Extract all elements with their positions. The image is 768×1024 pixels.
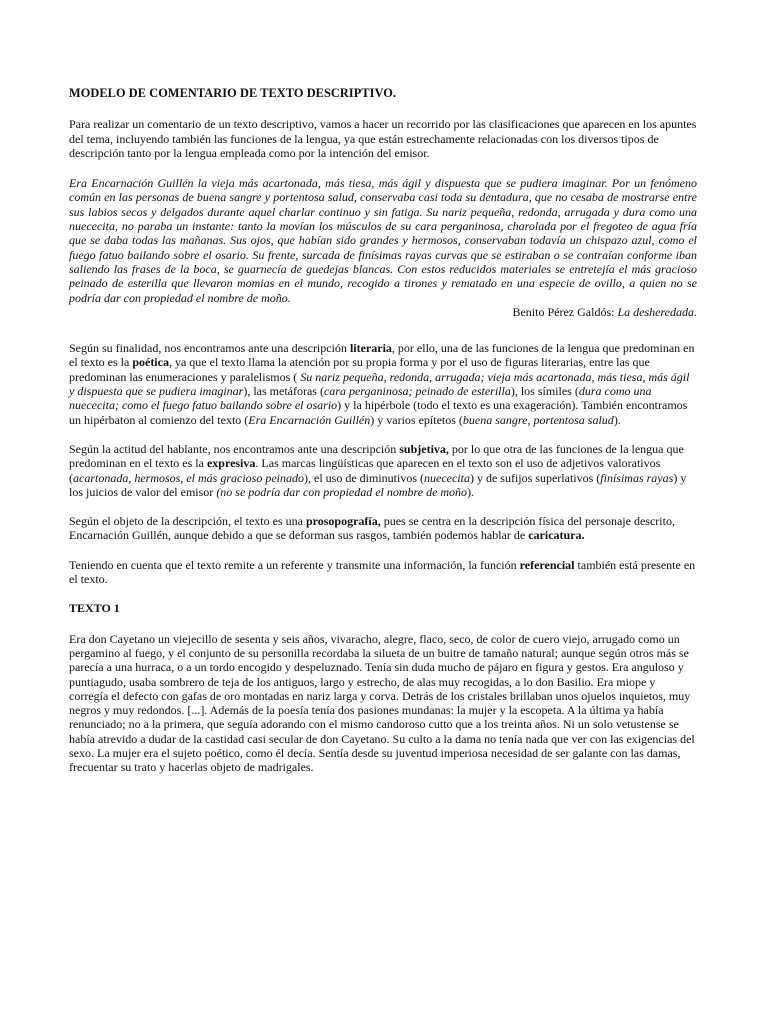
italic-example: acartonada, hermosos, el más gracioso peinado — [73, 470, 304, 485]
text-run: Según su finalidad, nos encontramos ante una descripción — [69, 341, 350, 356]
text-run: , ya que el texto llama la atención por su propia forma y por el uso de figuras literarias, entre las que predominan las enumeraciones y paralelismos ( — [69, 355, 650, 384]
bold-term: expresiva — [206, 456, 256, 471]
text-run: por lo que otra de las funciones de la lengua que predominan en el texto es la — [69, 441, 684, 471]
text-run: ), el uso de diminutivos ( — [304, 470, 424, 485]
text-run: ), los símiles ( — [510, 384, 579, 399]
text-run: ). — [467, 484, 475, 499]
text-run: ), las metáforas ( — [243, 384, 324, 399]
bold-term: caricatura. — [528, 528, 585, 543]
bold-term: literaria — [349, 341, 392, 356]
text-run: ) y la hipérbole (todo el texto es una exageración). También encontramos un hipérbaton al comienzo del texto ( — [69, 398, 688, 427]
italic-example: (no se podría dar con propiedad el nombre de moño — [216, 484, 468, 499]
text-run: ). — [613, 412, 621, 427]
text-run: ) y varios epítetos ( — [370, 412, 463, 427]
paragraph-actitud — [69, 442, 697, 499]
paragraph-finalidad — [69, 341, 697, 427]
italic-example: finísimas rayas — [600, 470, 674, 485]
texto1-paragraph: Era don Cayetano un viejecillo de sesenta y seis años, vivaracho, alegre, flaco, seco, de color de cuero viejo, arrugado como un pergamino al fuego, y el conjunto de su personilla recordaba la silueta de un buitre de tamaño natural; aunque según otros más se parecía a una hurraca, o a un tordo encogido y despeluznado. Tenía sin duda mucho de pájaro en figura y gestos. Era anguloso y puntiagudo, usaba sombrero de teja de los antiguos, largo y estrecho, de alas muy recogidas, a lo don Basilio. Era miope y corregía el defecto con gafas de oro montadas en nariz larga y corva. Detrás de los cristales brillaban unos ojuelos inquietos, muy negros y muy redondos. [...]. Además de la poesía tenía dos pasiones mundanas: la mujer y la escopeta. A la última ya había renunciado; no a la primera, que seguía adorando con el mismo candoroso cutto que a los treinta años. Ni un solo vetustense se había atrevido a dudar de la castidad casi secular de don Cayetano. Su culto a la dama no tenía nada que ver con las exigencias del sexo. La mujer era el sujeto poético, como él decía. Sentía desde su juventud imperiosa necesidad de ser galante con las damas, frecuentar su trato y hacerlas objeto de madrigales. — [69, 631, 695, 775]
bold-term: subjetiva, — [399, 441, 449, 456]
work-title: La desheredada. — [617, 304, 697, 319]
italic-example: cara perganinosa; peinado de esterilla — [323, 384, 511, 399]
author-name: Benito Pérez Galdós: — [512, 304, 618, 319]
italic-example: buena sangre, portentosa salud — [462, 412, 614, 427]
bold-term: prosopografía, — [305, 514, 381, 529]
italic-example: nuececita — [424, 470, 470, 485]
intro-paragraph: Para realizar un comentario de un texto descriptivo, vamos a hacer un recorrido por las clasificaciones que aparecen en los apuntes del tema, incluyendo también las funciones de la lengua, ya que están estrechamente relacionadas con los diversos tipos de descripción tanto por la lengua empleada como por la intención del emisor. — [69, 117, 697, 160]
text-run: Según el objeto de la descripción, el texto es una — [69, 514, 306, 529]
quote-attribution — [69, 305, 697, 319]
italic-example: Su nariz pequeña, redonda, arrugada; vieja más acartonada, más tiesa, más ágil y dispuesta que se pudiera imaginar — [69, 369, 690, 399]
text-run: ) y los juicios de valor del emisor — [69, 470, 687, 499]
text-run: también está presente en el texto. — [69, 557, 696, 587]
text-run: . Las marcas lingüísticas que aparecen en el texto son el uso de adjetivos valorativos ( — [69, 456, 661, 485]
texto1-heading: TEXTO 1 — [69, 601, 120, 616]
document-title: MODELO DE COMENTARIO DE TEXTO DESCRIPTIVO. — [69, 86, 397, 100]
text-run: ) y de sufijos superlativos ( — [469, 470, 601, 485]
text-run: , por ello, una de las funciones de la lengua que predominan en el texto es la — [69, 341, 695, 370]
paragraph-objeto — [69, 514, 697, 543]
bold-term: poética — [132, 355, 169, 370]
document-page — [69, 86, 697, 775]
text-run: Según la actitud del hablante, nos encontramos ante una descripción — [69, 441, 400, 456]
bold-term: referencial — [519, 557, 575, 572]
text-run: pues se centra en la descripción física del personaje descrito, Encarnación Guillén, aunque debido a que se deforman sus rasgos, también podemos hablar de — [69, 514, 675, 543]
italic-example: Era Encarnación Guillén — [248, 412, 371, 427]
italic-example: dura como una nuececita; como el fuego fatuo bailando sobre el osario — [69, 384, 652, 413]
text-run: Teniendo en cuenta que el texto remite a un referente y transmite una información, la función — [69, 557, 520, 572]
quoted-text: Era Encarnación Guillén la vieja más acartonada, más tiesa, más ágil y dispuesta que se pudiera imaginar. Por un fenómeno común en las personas de buena sangre y portentosa salud, conservaba casi toda su dentadura, que no cesaba de mostrarse entre sus labios secos y delgados durante aquel charlar continuo y sin fatiga. Su nariz pequeña, redonda, arrugada y dura como una nuececita, no paraba un instante: tanto la movían los músculos de su cara perganinosa, charolada por el fregoteo de agua fría que se daba todas las mañanas. Sus ojos, que habían sido grandes y hermosos, conservaban todavía un chispazo azul, como el fuego fatuo bailando sobre el osario. Su frente, surcada de finísimas rayas curvas que se estiraban o se contraían conforme iban saliendo las frases de la boca, se guarnecía de guedejas blancas. Con estos reducidos materiales se entretejía el más gracioso peinado de esterilla que llevaron momias en el mundo, recogido a tirones y rematado en una especie de ovillo, a quien no se podría dar con propiedad el nombre de moño. — [69, 176, 697, 305]
paragraph-referente — [69, 558, 697, 587]
